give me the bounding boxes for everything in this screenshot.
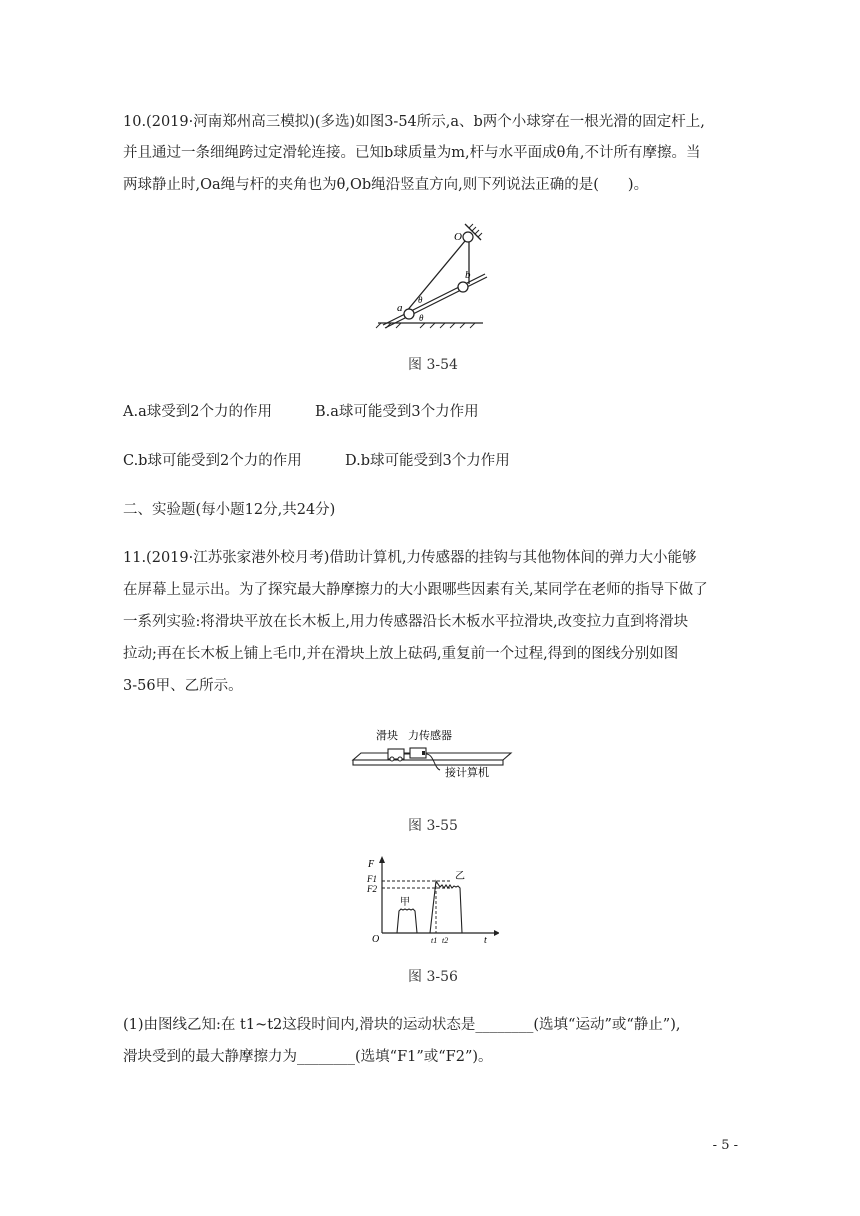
axis-label-t: t [484, 935, 487, 945]
q11-sub1-line-2: 滑块受到的最大静摩擦力为________(选填“F1”或“F2”)。 [123, 1049, 493, 1065]
label-t2: t2 [442, 936, 449, 945]
label-a: a [397, 302, 403, 314]
figure-3-55 [350, 724, 515, 786]
option-c: C.b球可能受到2个力的作用 [123, 453, 302, 469]
option-b: B.a球可能受到3个力作用 [315, 404, 479, 420]
q11-line-1: 11.(2019·江苏张家港外校月考)借助计算机,力传感器的挂钩与其他物体间的弹力大小能够 [123, 550, 697, 566]
caption-3-54: 图 3-54 [408, 357, 458, 373]
q11-line-3: 一系列实验:将滑块平放在长木板上,用力传感器沿长木板水平拉滑块,改变拉力直到将滑块 [123, 614, 689, 630]
q10-line-3: 两球静止时,Oa绳与杆的夹角也为θ,Ob绳沿竖直方向,则下列说法正确的是( )。 [123, 177, 649, 193]
origin-label: O [372, 934, 380, 945]
q11-sub1-line-1: (1)由图线乙知:在 t1~t2这段时间内,滑块的运动状态是________(选填“运动”或“静止”), [123, 1017, 681, 1033]
q11-line-5: 3-56甲、乙所示。 [123, 678, 243, 694]
label-theta-1: θ [418, 295, 423, 305]
section-title: 二、实验题(每小题12分,共24分) [123, 502, 336, 518]
label-jia: 甲 [400, 897, 410, 908]
label-block: 滑块 [376, 729, 398, 742]
q11-line-4: 拉动;再在长木板上铺上毛巾,并在滑块上放上砝码,重复前一个过程,得到的图线分别如图 [123, 646, 679, 662]
caption-3-55: 图 3-55 [408, 818, 458, 834]
figure-3-54 [373, 222, 488, 330]
option-a: A.a球受到2个力的作用 [123, 404, 272, 420]
option-d: D.b球可能受到3个力作用 [345, 453, 510, 469]
label-t1: t1 [431, 936, 438, 945]
label-yi: 乙 [455, 871, 465, 882]
label-sensor: 力传感器 [408, 729, 452, 742]
q11-line-2: 在屏幕上显示出。为了探究最大静摩擦力的大小跟哪些因素有关,某同学在老师的指导下做了 [123, 582, 708, 598]
label-b: b [465, 269, 471, 281]
caption-3-56: 图 3-56 [408, 969, 458, 985]
label-O: O [454, 231, 462, 243]
label-theta-2: θ [419, 313, 424, 323]
page-number: - 5 - [712, 1138, 738, 1153]
label-computer: 接计算机 [445, 766, 489, 779]
axis-label-F: F [368, 859, 375, 870]
q10-line-2: 并且通过一条细绳跨过定滑轮连接。已知b球质量为m,杆与水平面成θ角,不计所有摩擦。当 [123, 145, 701, 161]
figure-3-56 [364, 855, 499, 945]
q10-line-1: 10.(2019·河南郑州高三模拟)(多选)如图3-54所示,a、b两个小球穿在一根光滑的固定杆上, [123, 114, 705, 130]
label-F1: F1 [367, 874, 377, 884]
label-F2: F2 [367, 884, 377, 894]
